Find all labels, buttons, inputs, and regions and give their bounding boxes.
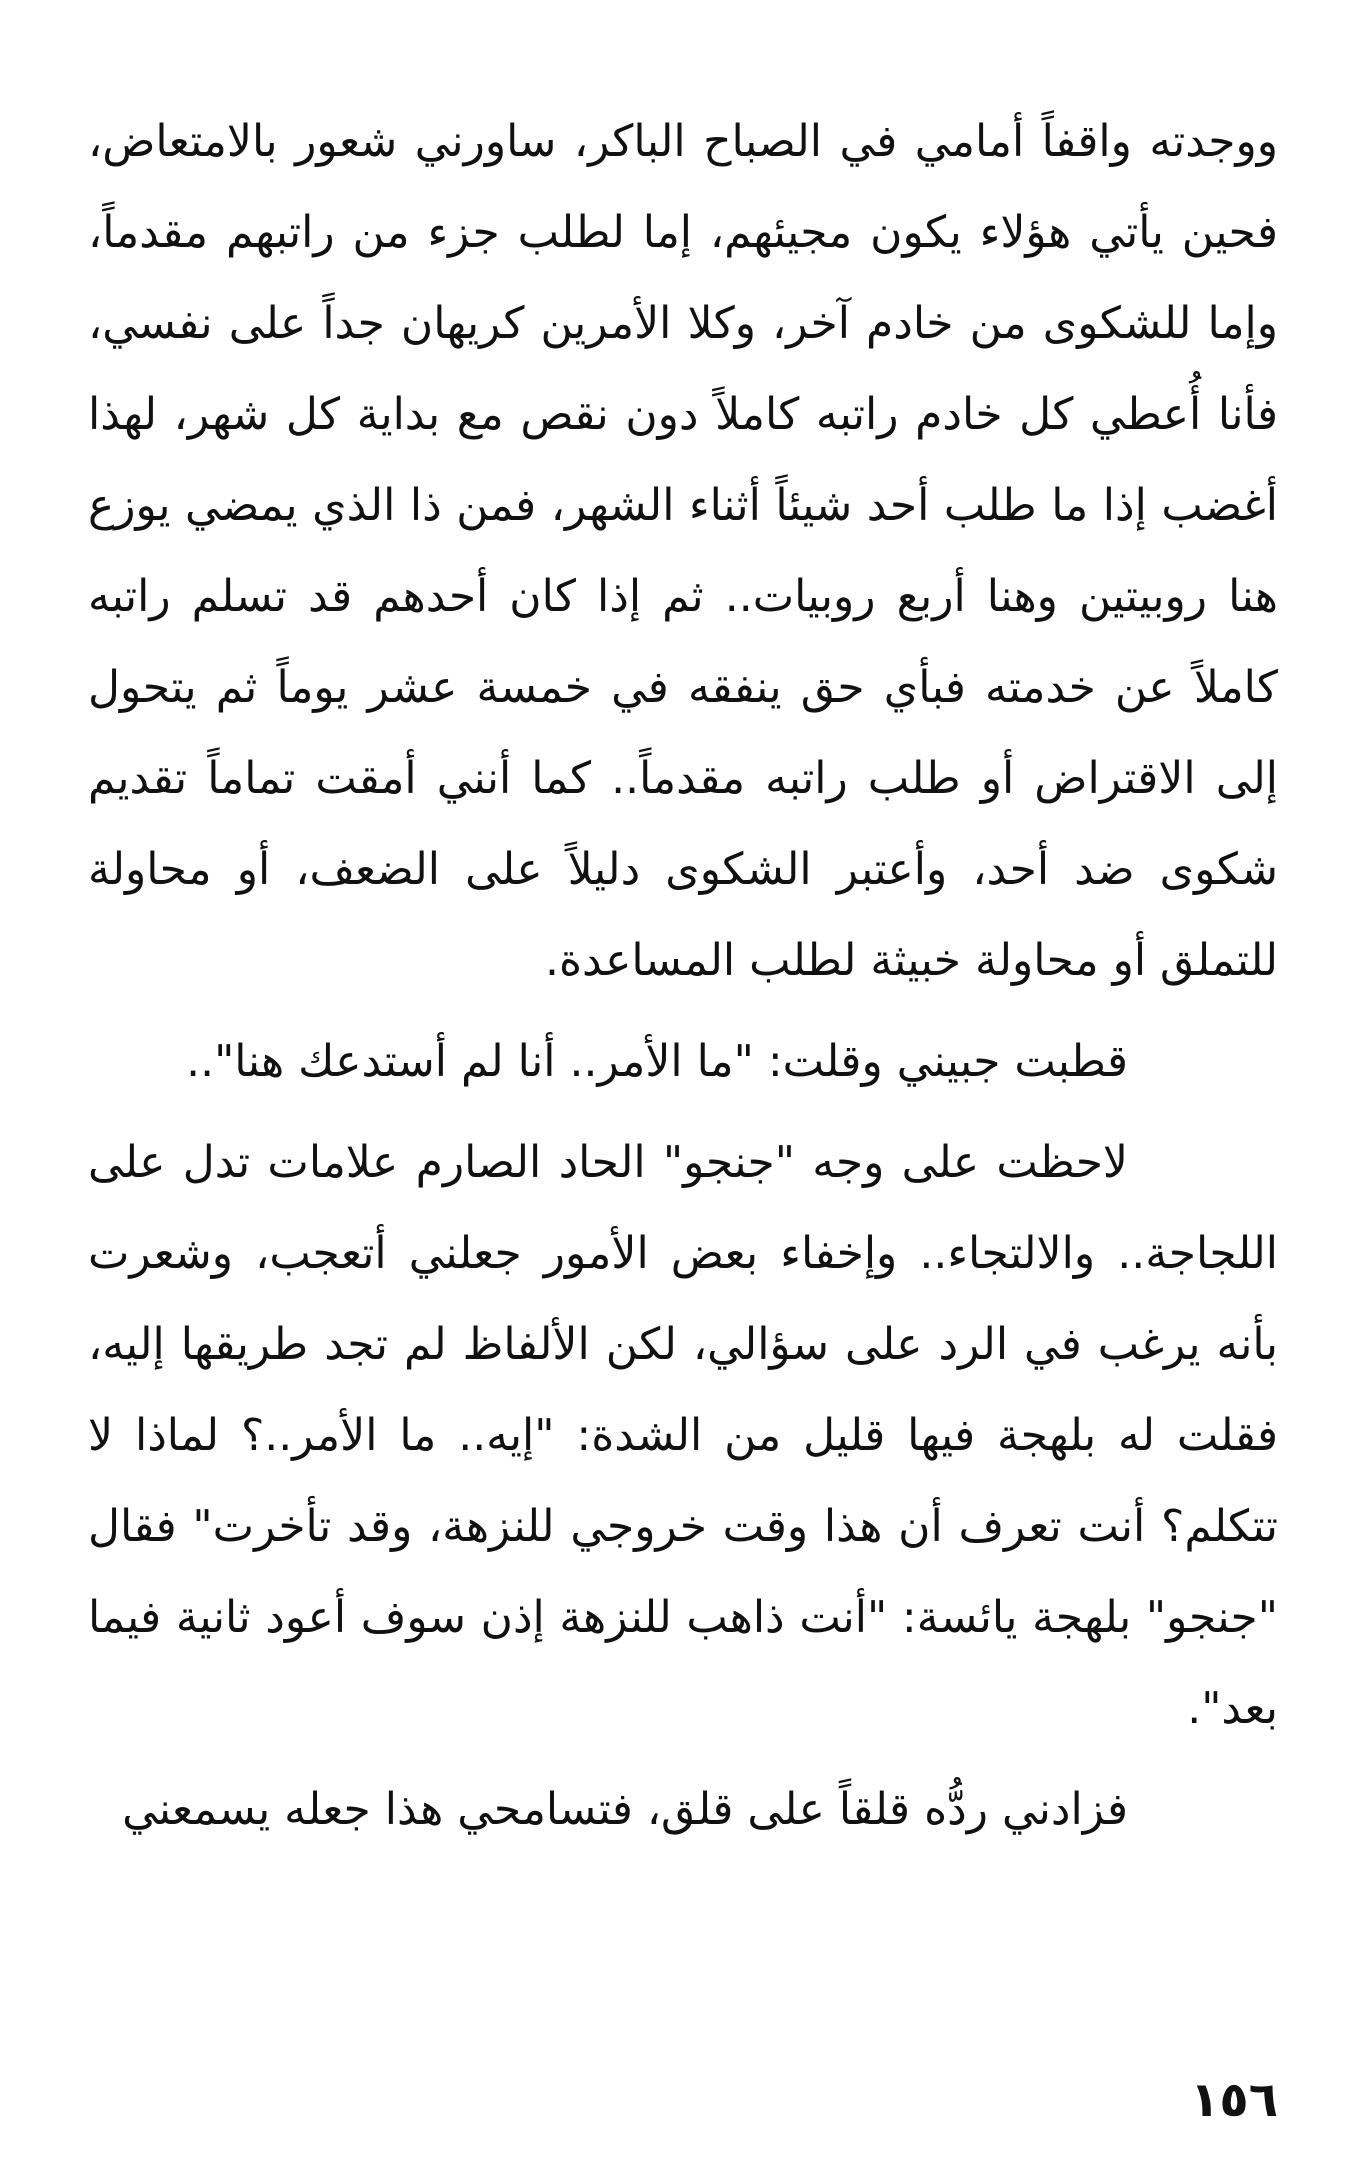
paragraph-2: قطبت جبيني وقلت: "ما الأمر.. أنا لم أستدعك هنا".. [186,1036,1128,1087]
page-number: ١٥٦ [1190,2072,1278,2128]
paragraph-3: لاحظت على وجه "جنجو" الحاد الصارم علامات تدل على اللجاجة.. والالتجاء.. وإخفاء بعض الأمور جعلني أتعجب، وشعرت بأنه يرغب في الرد على سؤالي، لكن الألفاظ لم تجد طريقها إليه، فقلت له بلهجة فيها قليل من الشدة: "إيه.. ما الأمر..؟ لماذا لا تتكلم؟ أنت تعرف أن هذا وقت خروجي للنزهة، وقد تأخرت" فقال "جنجو" بلهجة يائسة: "أنت ذاهب للنزهة إذن سوف أعود ثانية فيما بعد". [88,1137,1278,1734]
paragraph-4: فزادني ردُّه قلقاً على قلق، فتسامحي هذا جعله يسمعني [122,1784,1128,1835]
paragraph-1: ووجدته واقفاً أمامي في الصباح الباكر، ساورني شعور بالامتعاض، فحين يأتي هؤلاء يكون مجيئهم، إما لطلب جزء من راتبهم مقدماً، وإما للشكوى من خادم آخر، وكلا الأمرين كريهان جداً على نفسي، فأنا أُعطي كل خادم راتبه كاملاً دون نقص مع بداية كل شهر، لهذا أغضب إذا ما طلب أحد شيئاً أثناء الشهر، فمن ذا الذي يمضي يوزع هنا روبيتين وهنا أربع روبيات.. ثم إذا كان أحدهم قد تسلم راتبه كاملاً عن خدمته فبأي حق ينفقه في خمسة عشر يوماً ثم يتحول إلى الاقتراض أو طلب راتبه مقدماً.. كما أنني أمقت تماماً تقديم شكوى ضد أحد، وأعتبر الشكوى دليلاً على الضعف، أو محاولة للتملق أو محاولة خبيثة لطلب المساعدة. [88,116,1278,986]
page-body [88,96,1278,1865]
